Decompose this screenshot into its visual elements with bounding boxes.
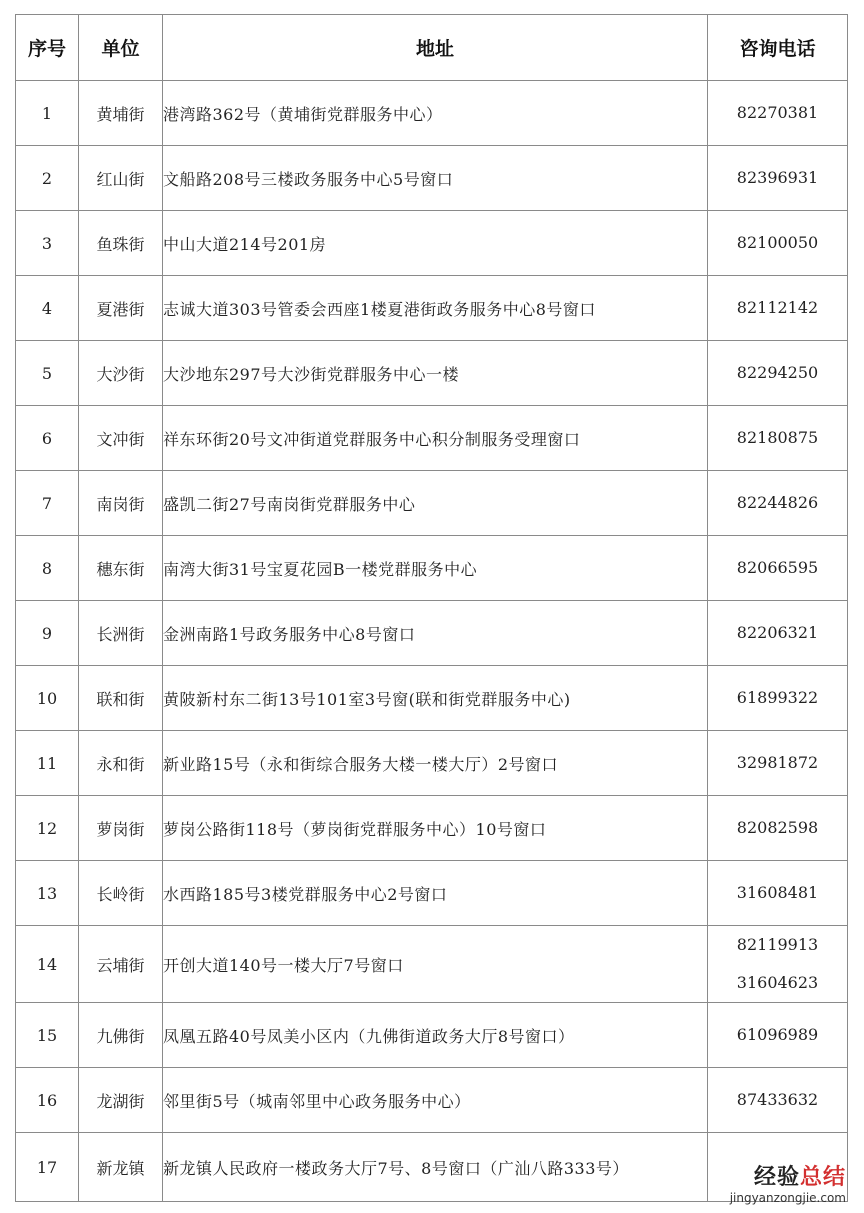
phone-number: 61096989 bbox=[736, 1025, 819, 1044]
row-phone bbox=[708, 341, 848, 406]
table-row bbox=[16, 341, 848, 406]
row-index: 6 bbox=[16, 406, 79, 471]
phone-number: 82270381 bbox=[736, 103, 819, 122]
phone-number: 82244826 bbox=[736, 493, 819, 512]
row-address: 志诚大道303号管委会西座1楼夏港街政务服务中心8号窗口 bbox=[163, 276, 708, 341]
table-row bbox=[16, 406, 848, 471]
row-unit: 文冲街 bbox=[79, 406, 163, 471]
header-unit: 单位 bbox=[79, 15, 163, 81]
phone-number: 82119913 bbox=[736, 935, 819, 954]
row-phone bbox=[708, 1068, 848, 1133]
row-address: 黄陂新村东二街13号101室3号窗(联和街党群服务中心) bbox=[163, 666, 708, 731]
row-index: 13 bbox=[16, 861, 79, 926]
row-address: 大沙地东297号大沙街党群服务中心一楼 bbox=[163, 341, 708, 406]
table-row bbox=[16, 81, 848, 146]
row-phone bbox=[708, 796, 848, 861]
row-index: 4 bbox=[16, 276, 79, 341]
row-phone bbox=[708, 926, 848, 1003]
row-unit: 南岗街 bbox=[79, 471, 163, 536]
header-index: 序号 bbox=[16, 15, 79, 81]
row-index: 15 bbox=[16, 1003, 79, 1068]
row-index: 7 bbox=[16, 471, 79, 536]
row-unit: 黄埔街 bbox=[79, 81, 163, 146]
table-row bbox=[16, 666, 848, 731]
row-phone bbox=[708, 666, 848, 731]
row-address: 凤凰五路40号凤美小区内（九佛街道政务大厅8号窗口） bbox=[163, 1003, 708, 1068]
row-index: 8 bbox=[16, 536, 79, 601]
row-address: 祥东环街20号文冲街道党群服务中心积分制服务受理窗口 bbox=[163, 406, 708, 471]
row-unit: 新龙镇 bbox=[79, 1133, 163, 1202]
table-row bbox=[16, 861, 848, 926]
row-index: 17 bbox=[16, 1133, 79, 1202]
row-phone bbox=[708, 406, 848, 471]
row-phone bbox=[708, 861, 848, 926]
row-index: 9 bbox=[16, 601, 79, 666]
table-row bbox=[16, 1133, 848, 1202]
row-address: 港湾路362号（黄埔街党群服务中心） bbox=[163, 81, 708, 146]
row-index: 3 bbox=[16, 211, 79, 276]
row-phone bbox=[708, 471, 848, 536]
row-index: 12 bbox=[16, 796, 79, 861]
row-phone bbox=[708, 536, 848, 601]
row-phone bbox=[708, 81, 848, 146]
row-unit: 鱼珠街 bbox=[79, 211, 163, 276]
row-index: 1 bbox=[16, 81, 79, 146]
row-index: 5 bbox=[16, 341, 79, 406]
row-unit: 萝岗街 bbox=[79, 796, 163, 861]
row-phone bbox=[708, 211, 848, 276]
row-index: 10 bbox=[16, 666, 79, 731]
row-unit: 长洲街 bbox=[79, 601, 163, 666]
row-unit: 永和街 bbox=[79, 731, 163, 796]
phone-number: 82396931 bbox=[736, 168, 819, 187]
table-header-row bbox=[16, 15, 848, 81]
row-address: 文船路208号三楼政务服务中心5号窗口 bbox=[163, 146, 708, 211]
table-row bbox=[16, 601, 848, 666]
phone-number: 82100050 bbox=[736, 233, 819, 252]
row-phone bbox=[708, 146, 848, 211]
row-phone bbox=[708, 731, 848, 796]
phone-number: 87433632 bbox=[736, 1090, 819, 1109]
row-unit: 云埔街 bbox=[79, 926, 163, 1003]
watermark bbox=[730, 1165, 846, 1205]
phone-number: 31608481 bbox=[736, 883, 819, 902]
phone-number: 32981872 bbox=[736, 753, 819, 772]
table-row bbox=[16, 1003, 848, 1068]
row-address: 金洲南路1号政务服务中心8号窗口 bbox=[163, 601, 708, 666]
row-index: 16 bbox=[16, 1068, 79, 1133]
row-index: 14 bbox=[16, 926, 79, 1003]
row-address: 新业路15号（永和街综合服务大楼一楼大厅）2号窗口 bbox=[163, 731, 708, 796]
row-address: 开创大道140号一楼大厅7号窗口 bbox=[163, 926, 708, 1003]
row-address: 邻里街5号（城南邻里中心政务服务中心） bbox=[163, 1068, 708, 1133]
row-unit: 九佛街 bbox=[79, 1003, 163, 1068]
table-row bbox=[16, 211, 848, 276]
address-table bbox=[15, 14, 848, 1202]
watermark-title-part2: 总结 bbox=[799, 1165, 846, 1190]
phone-number: 61899322 bbox=[736, 688, 819, 707]
phone-number: 82112142 bbox=[736, 298, 819, 317]
table-row bbox=[16, 926, 848, 1003]
table-row bbox=[16, 731, 848, 796]
row-address: 南湾大街31号宝夏花园B一楼党群服务中心 bbox=[163, 536, 708, 601]
phone-number: 82294250 bbox=[736, 363, 819, 382]
table-row bbox=[16, 1068, 848, 1133]
row-unit: 夏港街 bbox=[79, 276, 163, 341]
row-address: 盛凯二街27号南岗街党群服务中心 bbox=[163, 471, 708, 536]
row-address: 萝岗公路街118号（萝岗街党群服务中心）10号窗口 bbox=[163, 796, 708, 861]
row-unit: 联和街 bbox=[79, 666, 163, 731]
row-index: 2 bbox=[16, 146, 79, 211]
row-address: 水西路185号3楼党群服务中心2号窗口 bbox=[163, 861, 708, 926]
table-row bbox=[16, 471, 848, 536]
watermark-title bbox=[730, 1165, 846, 1191]
table-row bbox=[16, 146, 848, 211]
header-phone: 咨询电话 bbox=[708, 15, 848, 81]
phone-number: 82082598 bbox=[736, 818, 819, 837]
row-unit: 龙湖街 bbox=[79, 1068, 163, 1133]
row-phone bbox=[708, 1003, 848, 1068]
phone-number: 82180875 bbox=[736, 428, 819, 447]
table-row bbox=[16, 276, 848, 341]
watermark-title-part1: 经验 bbox=[753, 1165, 800, 1190]
table-body bbox=[16, 81, 848, 1202]
header-address: 地址 bbox=[163, 15, 708, 81]
table-row bbox=[16, 536, 848, 601]
row-index: 11 bbox=[16, 731, 79, 796]
row-unit: 穗东街 bbox=[79, 536, 163, 601]
row-unit: 长岭街 bbox=[79, 861, 163, 926]
row-unit: 红山街 bbox=[79, 146, 163, 211]
table-row bbox=[16, 796, 848, 861]
row-phone bbox=[708, 601, 848, 666]
watermark-url: jingyanzongjie.com bbox=[729, 1191, 846, 1205]
phone-number: 82066595 bbox=[736, 558, 819, 577]
row-phone bbox=[708, 276, 848, 341]
phone-number: 31604623 bbox=[736, 973, 819, 992]
row-unit: 大沙街 bbox=[79, 341, 163, 406]
phone-number: 82206321 bbox=[736, 623, 819, 642]
row-address: 中山大道214号201房 bbox=[163, 211, 708, 276]
row-address: 新龙镇人民政府一楼政务大厅7号、8号窗口（广汕八路333号） bbox=[163, 1133, 708, 1202]
